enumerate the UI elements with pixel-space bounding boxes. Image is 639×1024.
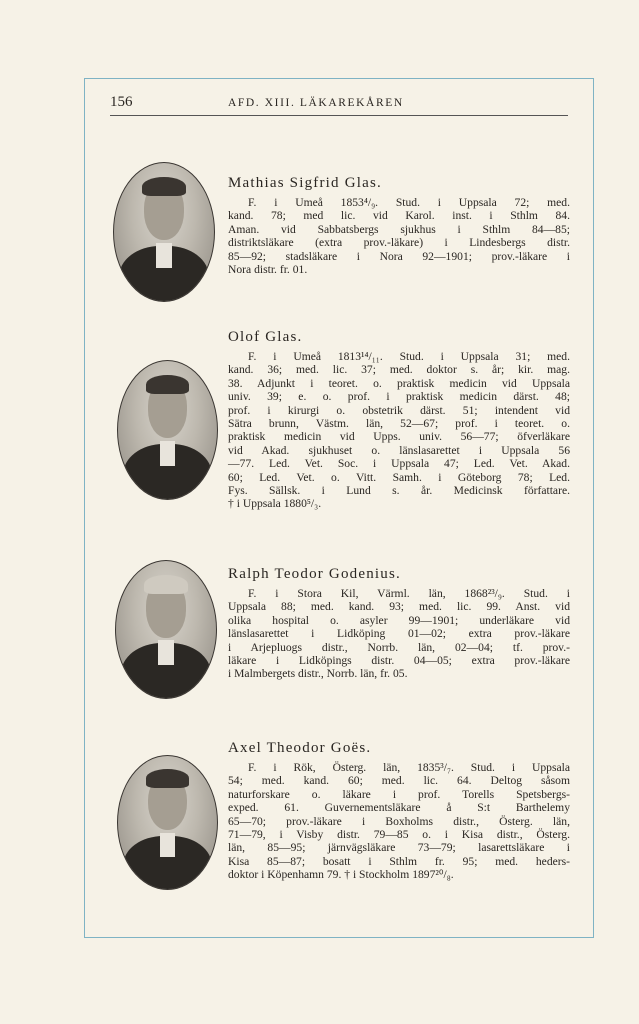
biography-line: 38. Adjunkt i teoret. o. praktisk medicin vid Uppsala (228, 376, 570, 390)
biography-line: olika hospital o. asyler 99—1901; underläkare vid (228, 613, 570, 627)
page-number: 156 (110, 94, 133, 110)
biography-line: Kisa 85—87; bosatt i Sthlm fr. 95; med. heders- (228, 854, 570, 868)
portrait-mathias-glas (113, 162, 215, 302)
portrait-ralph-godenius (115, 560, 217, 699)
biography-line: —77. Led. Vet. Soc. i Uppsala 47; Led. Vet. Akad. (228, 457, 570, 471)
biography-line: praktisk medicin vid Upps. univ. 56—77; öfverläkare (228, 430, 570, 444)
person-name: Axel Theodor Goës. (228, 740, 372, 756)
biography-line: F. i Rök, Österg. län, 1835³/₇. Stud. i Uppsala (248, 761, 570, 774)
biography-line: län, 85—95; järnvägsläkare 73—79; lasarettsläkare i (228, 841, 570, 855)
biography-line: Sätra brunn, Västm. län, 52—67; prof. i teoret. o. (228, 417, 570, 431)
biography-line: 60; Led. Vet. o. Vitt. Samh. i Göteborg 78; Led. (228, 470, 570, 484)
biography-line: Aman. vid Sabbatsbergs sjukhus i Sthlm 84—85; (228, 222, 570, 236)
header-rule (110, 115, 568, 116)
biography-line: univ. 39; e. o. prof. i praktisk medicin därst. 48; (228, 390, 570, 404)
person-name: Ralph Teodor Godenius. (228, 566, 401, 582)
person-name: Mathias Sigfrid Glas. (228, 175, 382, 191)
biography-line: kand. 78; med lic. vid Karol. inst. i Sthlm 84. (228, 209, 570, 223)
portrait-axel-goes (117, 755, 218, 890)
biography-line: Uppsala 88; med. kand. 93; med. lic. 99. Anst. vid (228, 600, 570, 614)
biography-line: länslasarettet i Lidköping 01—02; extra prov.-läkare (228, 627, 570, 641)
biography-line: 65—70; prov.-läkare i Boxholms distr., Österg. län, (228, 814, 570, 828)
biography-line: † i Uppsala 1880⁵/₃. (228, 497, 322, 511)
running-title: AFD. XIII. LÄKAREKÅREN (228, 97, 404, 109)
biography-line: Nora distr. fr. 01. (228, 263, 308, 277)
biography-line: 54; med. kand. 60; med. lic. 64. Deltog såsom (228, 774, 570, 788)
biography-line: i Malmbergets distr., Norrb. län, fr. 05. (228, 667, 408, 681)
biography-entry (228, 175, 570, 276)
biography-line: 71—79, i Visby distr. 79—85 o. i Kisa distr., Österg. (228, 828, 570, 842)
biography-line: distriktsläkare (extra prov.-läkare) i Lindesbergs distr. (228, 236, 570, 250)
biography-line: vid Akad. sjukhuset o. länslasarettet i Uppsala 56 (228, 443, 570, 457)
biography-entry (228, 566, 570, 681)
biography-line: Fys. Sällsk. i Lund s. år. Medicinsk författare. (228, 484, 570, 498)
biography-line: prof. i kirurgi o. obstetrik därst. 51; intendent vid (228, 403, 570, 417)
biography-line: läkare i Lidköpings distr. 04—05; extra prov.-läkare (228, 654, 570, 668)
biography-entry (228, 329, 570, 511)
biography-line: kand. 36; med. lic. 37; med. doktor s. år; kir. mag. (228, 363, 570, 377)
biography-line: 85—92; stadsläkare i Nora 92—1901; prov.-läkare i (228, 249, 570, 263)
portrait-olof-glas (117, 360, 218, 500)
biography-line: naturforskare o. läkare i prof. Torells Spetsbergs- (228, 787, 570, 801)
biography-entry (228, 740, 570, 882)
person-name: Olof Glas. (228, 329, 303, 345)
biography-line: F. i Umeå 1853⁴/₉. Stud. i Uppsala 72; med. (248, 196, 570, 209)
biography-line: F. i Umeå 1813¹⁴/₁₁. Stud. i Uppsala 31; med. (248, 350, 570, 363)
biography-line: i Arjepluogs distr., Norrb. län, 02—04; tf. prov.- (228, 640, 570, 654)
biography-line: doktor i Köpenhamn 79. † i Stockholm 1897²⁰/₈. (228, 868, 454, 882)
biography-line: F. i Stora Kil, Värml. län, 1868²³/₉. Stud. i (248, 587, 570, 600)
biography-line: exped. 61. Guvernementsläkare å S:t Barthelemy (228, 801, 570, 815)
